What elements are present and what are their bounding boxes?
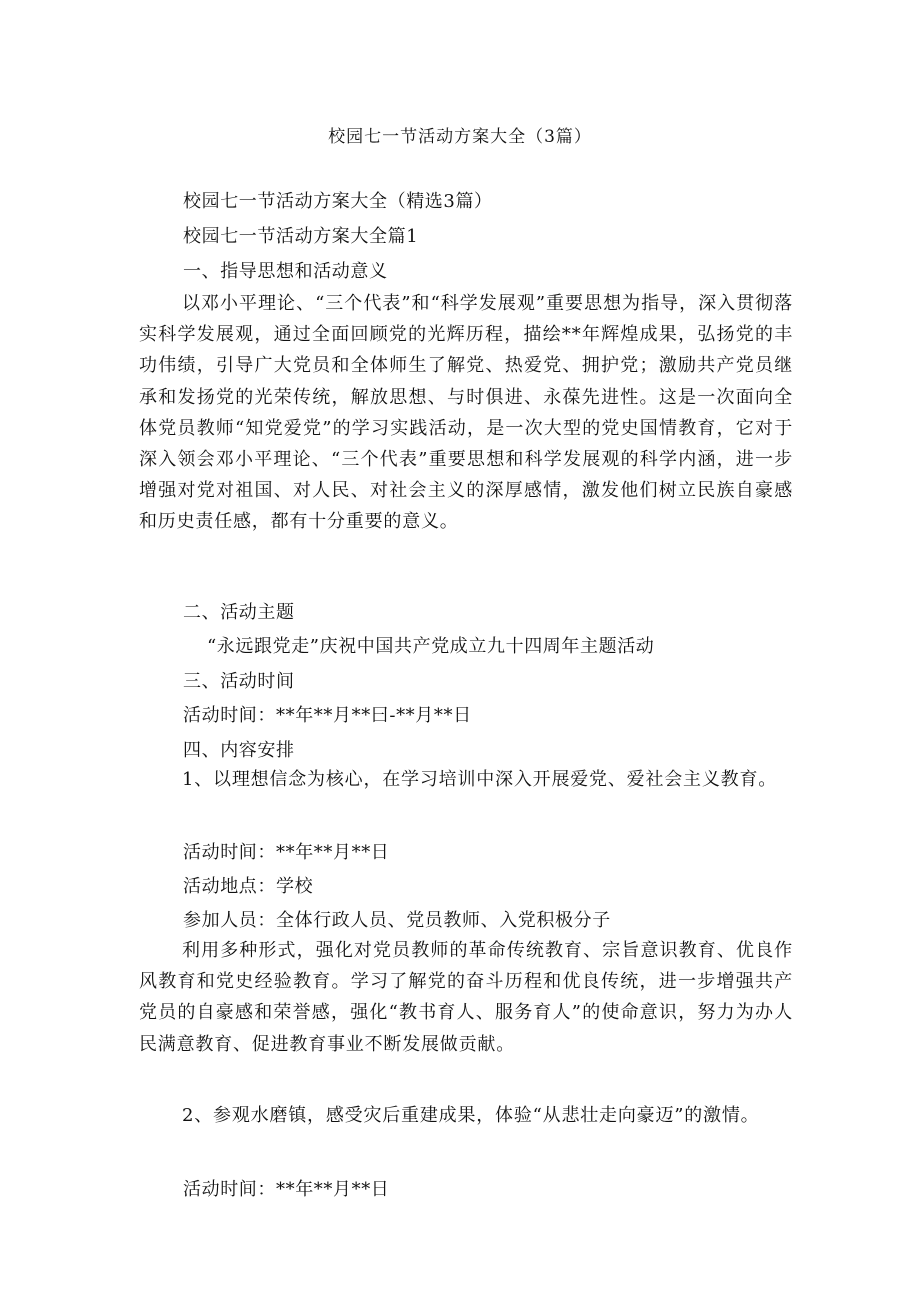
section-heading-2: 二、活动主题 (183, 602, 295, 623)
item-2-time: 活动时间：**年**月**日 (183, 1179, 390, 1200)
document-title: 校园七一节活动方案大全（3篇） (328, 127, 592, 147)
document-subtitle: 校园七一节活动方案大全（精选3篇） (183, 191, 493, 212)
part-heading: 校园七一节活动方案大全篇1 (183, 226, 419, 247)
section-body-3: 活动时间：**年**月**曰-**月**日 (183, 705, 472, 726)
item-1-people: 参加人员：全体行政人员、党员教师、入党积极分子 (183, 910, 611, 931)
item-1-time: 活动时间：**年**月**日 (183, 842, 390, 863)
section-heading-4: 四、内容安排 (183, 740, 295, 761)
item-2-title: 2、参观水磨镇，感受灾后重建成果，体验“从悲壮走向豪迈”的激情。 (182, 1105, 760, 1126)
section-heading-1: 一、指导思想和活动意义 (183, 261, 388, 282)
section-body-1: 以邓小平理论、“三个代表”和“科学发展观”重要思想为指导，深入贯彻落实科学发展观，通过全面回顾党的光辉历程，描绘**年辉煌成果，弘扬党的丰功伟绩，引导广大党员和全体师生了解党、热爱党、拥护党；激励共产党员继承和发扬党的光荣传统，解放思想、与时俱进、永葆先进性。这是一次面向全体党员教师“知党爱党”的学习实践活动，是一次大型的党史国情教育，它对于深入领会邓小平理论、“三个代表”重要思想和科学发展观的科学内涵，进一步增强对党对祖国、对人民、对社会主义的深厚感情，激发他们树立民族自豪感和历史责任感，都有十分重要的意义。 (139, 293, 793, 533)
item-1-body: 利用多种形式，强化对党员教师的革命传统教育、宗旨意识教育、优良作风教育和党史经验教育。学习了解党的奋斗历程和优良传统，进一步增强共产党员的自豪感和荣誉感，强化“教书育人、服务育人”的使命意识，努力为办人民满意教育、促进教育事业不断发展做贡献。 (139, 940, 793, 1055)
item-1-title: 1、以理想信念为核心，在学习培训中深入开展爱党、爱社会主义教育。 (182, 769, 778, 790)
section-body-2: “永远跟党走”庆祝中国共产党成立九十四周年主题活动 (207, 636, 655, 657)
section-heading-3: 三、活动时间 (183, 671, 295, 692)
item-1-place: 活动地点：学校 (183, 876, 314, 897)
